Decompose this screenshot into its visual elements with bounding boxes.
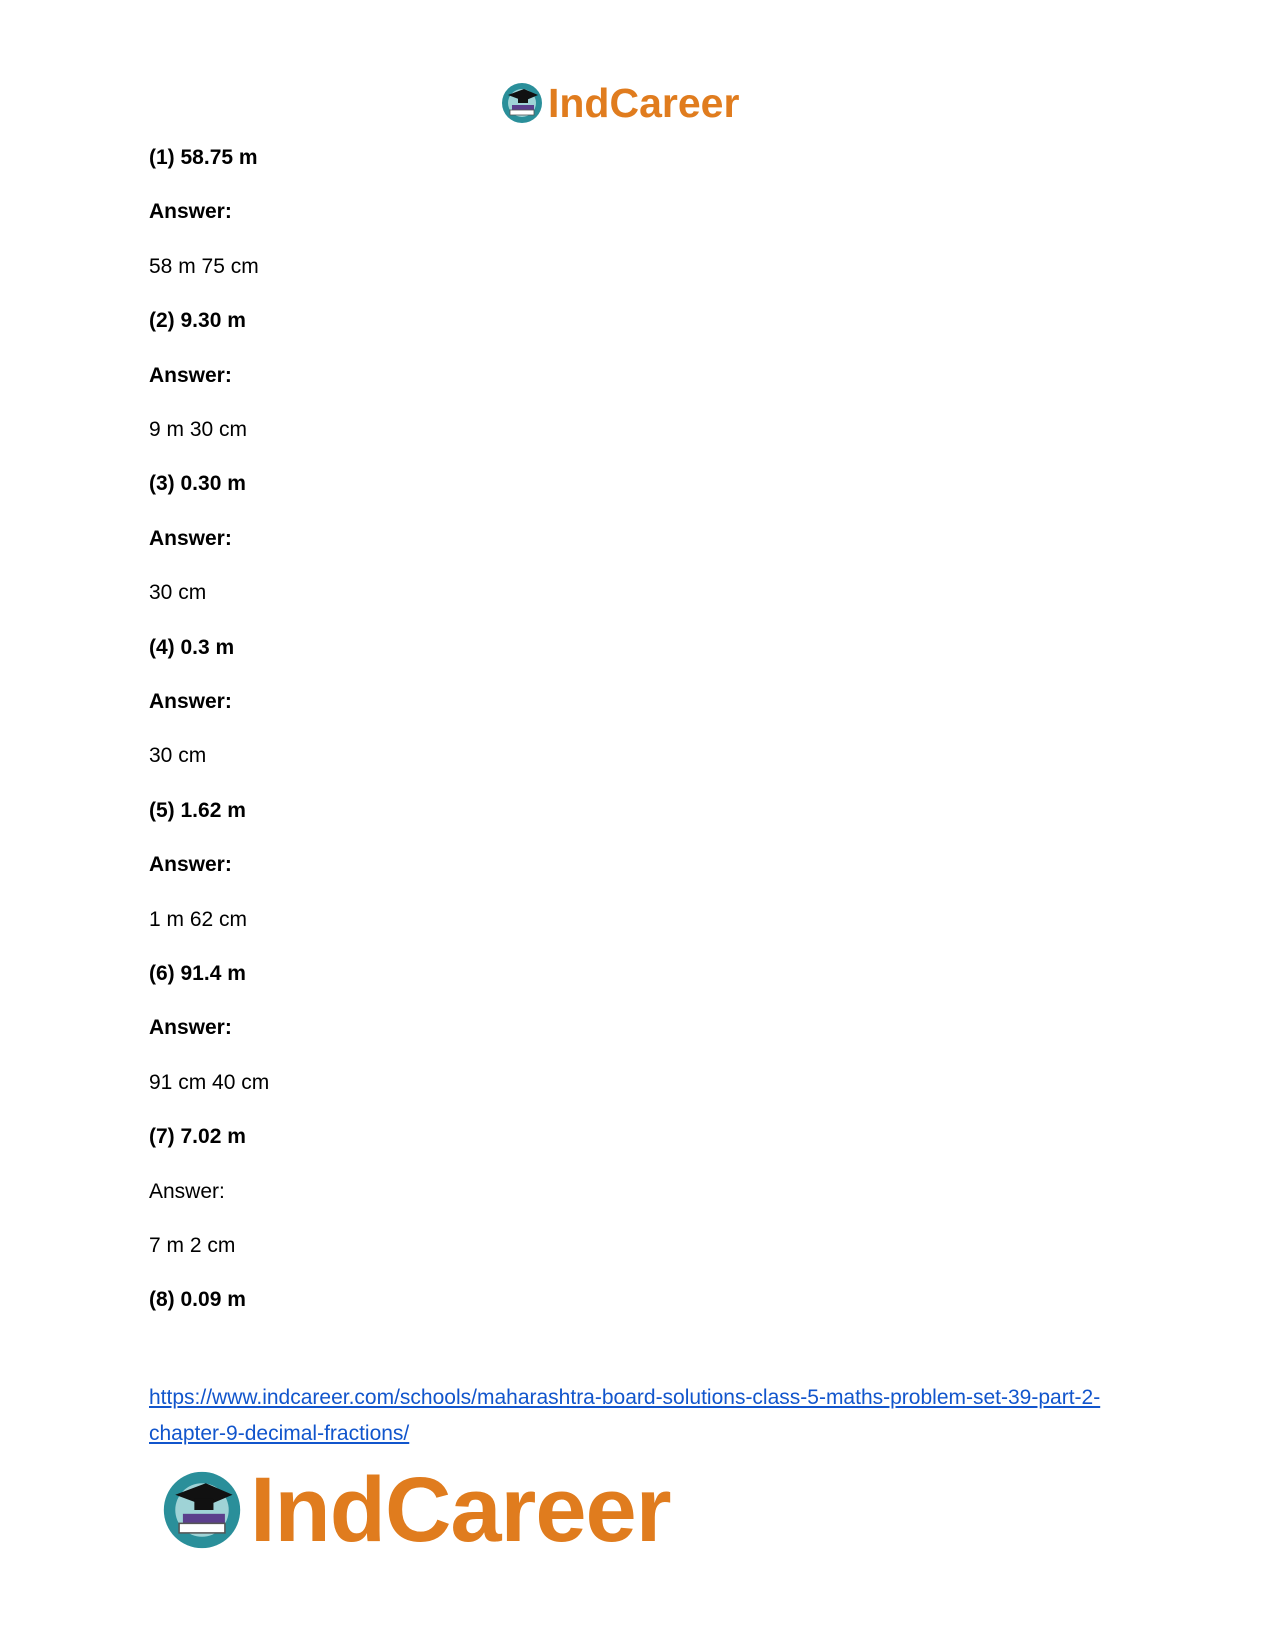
answer-7: 7 m 2 cm — [149, 1234, 236, 1257]
header-logo-text: IndCareer — [548, 79, 740, 126]
graduation-books-icon — [160, 1468, 244, 1552]
question-1: (1) 58.75 m — [149, 146, 258, 169]
answer-6: 91 cm 40 cm — [149, 1071, 270, 1094]
question-4: (4) 0.3 m — [149, 636, 235, 659]
answer-label-4: Answer: — [149, 690, 232, 713]
answer-label-3: Answer: — [149, 527, 232, 550]
answer-4: 30 cm — [149, 744, 207, 767]
graduation-books-icon — [500, 81, 544, 125]
source-link[interactable]: https://www.indcareer.com/schools/maharashtra-board-solutions-class-5-maths-problem-set-39-part-2-chapter-9-decimal-fractions/ — [149, 1386, 1101, 1445]
answer-label-1: Answer: — [149, 200, 232, 223]
answer-3: 30 cm — [149, 581, 207, 604]
question-8: (8) 0.09 m — [149, 1288, 246, 1311]
footer-logo-text: IndCareer — [250, 1459, 671, 1561]
question-7: (7) 7.02 m — [149, 1125, 246, 1148]
question-6: (6) 91.4 m — [149, 962, 246, 985]
answer-label-5: Answer: — [149, 853, 232, 876]
question-2: (2) 9.30 m — [149, 309, 246, 332]
footer-logo — [160, 1459, 671, 1561]
question-3: (3) 0.30 m — [149, 472, 246, 495]
header-logo — [500, 80, 739, 126]
answer-label-7: Answer: — [149, 1180, 225, 1203]
answer-2: 9 m 30 cm — [149, 418, 248, 441]
question-5: (5) 1.62 m — [149, 799, 246, 822]
answer-label-6: Answer: — [149, 1016, 232, 1039]
answer-5: 1 m 62 cm — [149, 908, 248, 931]
answer-1: 58 m 75 cm — [149, 255, 259, 278]
answer-label-2: Answer: — [149, 364, 232, 387]
